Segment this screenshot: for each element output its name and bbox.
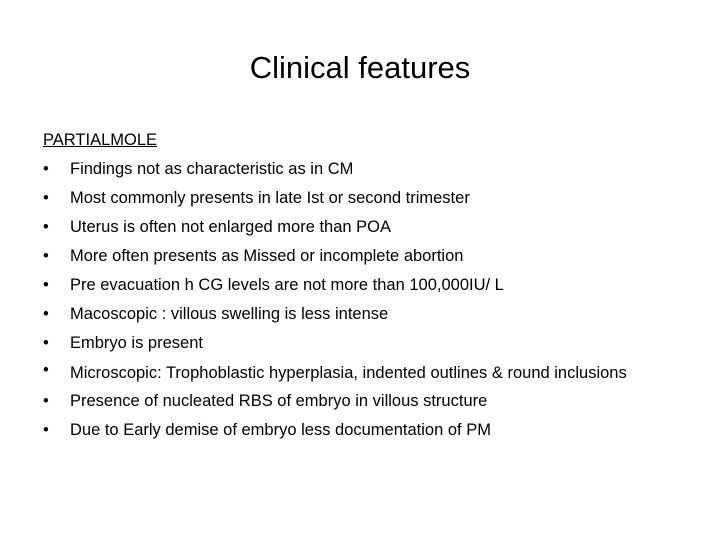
bullet-icon: • [43,305,49,323]
bullet-text: Microscopic: Trophoblastic hyperplasia, indented outlines & round inclusions [70,364,627,382]
section-heading: PARTIALMOLE [43,131,158,149]
bullet-item [43,358,663,387]
bullet-item [43,271,663,300]
bullet-text: Due to Early demise of embryo less documentation of PM [70,421,491,439]
bullet-icon: • [43,218,49,236]
bullet-text: Most commonly presents in late Ist or second trimester [70,189,470,207]
bullet-text: Presence of nucleated RBS of embryo in villous structure [70,392,488,410]
bullet-icon: • [43,276,49,294]
slide-title: Clinical features [249,50,471,85]
bullet-icon: • [43,392,49,410]
bullet-text: Macoscopic : villous swelling is less intense [70,305,389,323]
bullet-icon: • [43,421,49,439]
bullet-text: Findings not as characteristic as in CM [70,160,354,178]
bullet-icon: • [43,247,49,265]
bullet-item [43,416,663,445]
bullet-item [43,300,663,329]
bullet-item [43,329,663,358]
bullet-text: More often presents as Missed or incomplete abortion [70,247,464,265]
bullet-icon: • [43,160,49,178]
bullet-text: Pre evacuation h CG levels are not more than 100,000IU/ L [70,276,504,294]
bullet-item [43,213,663,242]
bullet-text: Uterus is often not enlarged more than POA [70,218,392,236]
bullet-icon: • [43,189,49,207]
slide-content [43,126,663,445]
bullet-icon: • [43,361,49,379]
bullet-item [43,184,663,213]
bullet-text: Embryo is present [70,334,203,352]
bullet-list [43,155,663,445]
bullet-item [43,242,663,271]
bullet-item [43,155,663,184]
bullet-item [43,387,663,416]
bullet-icon: • [43,334,49,352]
